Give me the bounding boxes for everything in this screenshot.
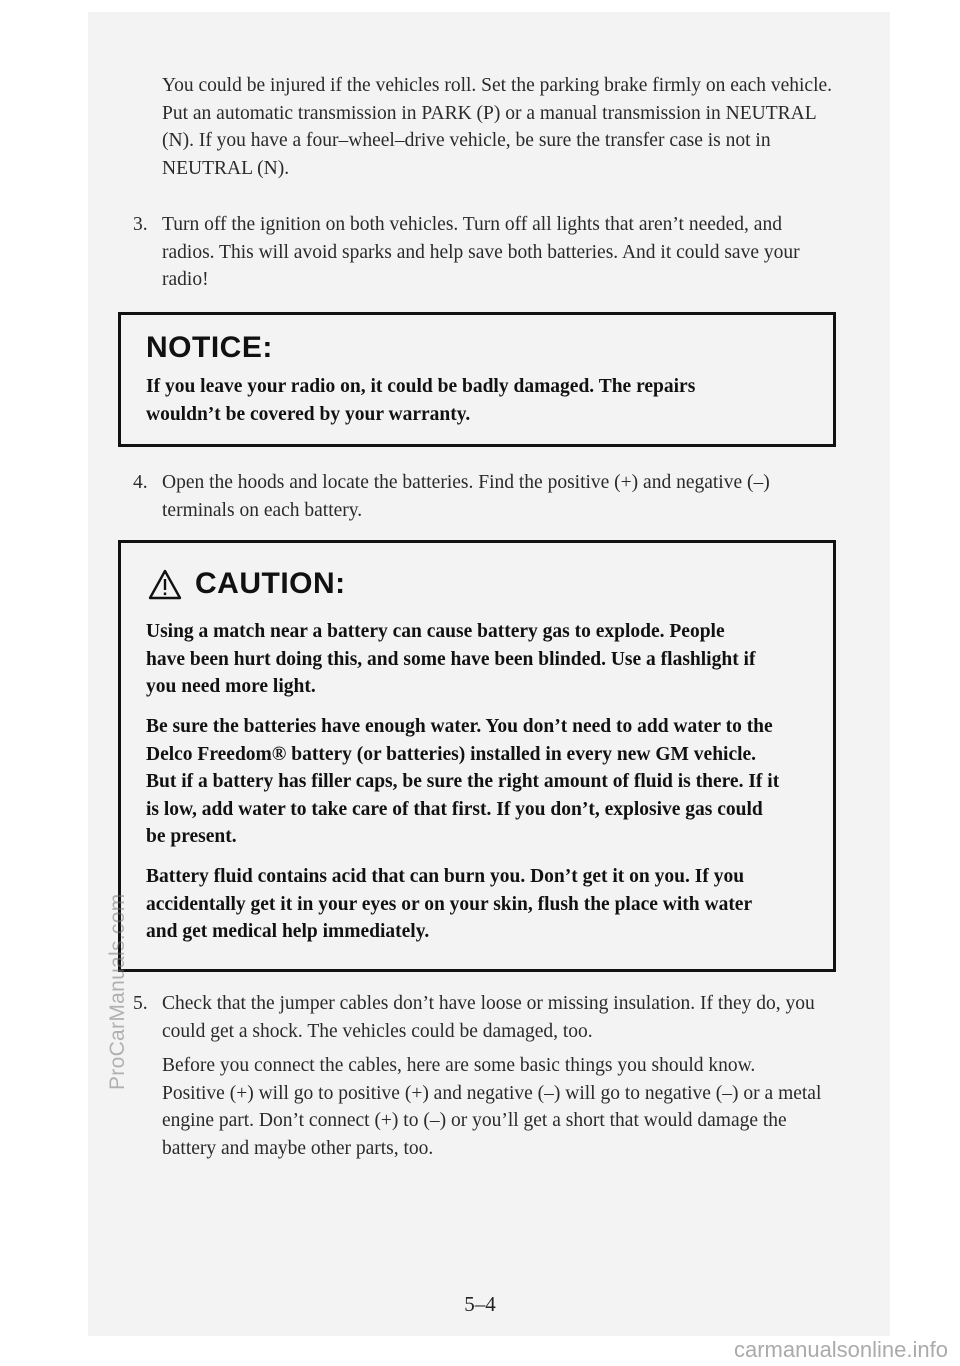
notice-title: NOTICE: <box>146 331 273 364</box>
notice-text: If you leave your radio on, it could be badly damaged. The repairs wouldn’t be covered by your warranty. <box>146 376 696 425</box>
caution-paragraph-2: Be sure the batteries have enough water. You don’t need to add water to the Delco Freedom® battery (or batteries) installed in every new GM vehicle. But if a battery has filler caps, be sure the right amount of fluid is there. If it is low, add water to take care of that first. If you don’t, explosive gas could be present. <box>146 716 780 847</box>
step-3-number: 3. <box>133 214 148 235</box>
notice-box <box>118 312 836 447</box>
side-watermark: ProCarManuals.com <box>106 893 129 1090</box>
step-3-text: Turn off the ignition on both vehicles. Turn off all lights that aren’t needed, and radios. This will avoid sparks and help save both batteries. And it could save your radio! <box>162 214 800 290</box>
step-5-followup: Before you connect the cables, here are some basic things you should know. Positive (+) will go to positive (+) and negative (–) will go to negative (–) or a metal engine part. Don’t connect (+) to (–) or you’ll get a short that would damage the battery and maybe other parts, too. <box>162 1055 822 1159</box>
step-5-text: Check that the jumper cables don’t have loose or missing insulation. If they do, you could get a shock. The vehicles could be damaged, too. <box>162 993 815 1042</box>
step-4-number: 4. <box>133 472 148 493</box>
step-4-text: Open the hoods and locate the batteries. Find the positive (+) and negative (–) terminals on each battery. <box>162 472 770 521</box>
caution-paragraph-3: Battery fluid contains acid that can burn you. Don’t get it on you. If you accidentally get it in your eyes or on your skin, flush the place with water and get medical help immediately. <box>146 866 752 942</box>
caution-paragraph-1: Using a match near a battery can cause battery gas to explode. People have been hurt doing this, and some have been blinded. Use a flashlight if you need more light. <box>146 621 756 697</box>
step-5-number: 5. <box>133 993 148 1014</box>
caution-title: CAUTION: <box>195 567 346 600</box>
caution-box <box>118 540 836 972</box>
page-number: 5–4 <box>464 1292 496 1316</box>
warning-triangle-icon <box>148 569 182 600</box>
footer-watermark: carmanualsonline.info <box>733 1337 948 1362</box>
intro-paragraph: You could be injured if the vehicles roll. Set the parking brake firmly on each vehicle. Put an automatic transmission in PARK (P) or a manual transmission in NEUTRAL (N). If you have a four–wheel–drive vehicle, be sure the transfer case is not in NEUTRAL (N). <box>162 75 833 179</box>
